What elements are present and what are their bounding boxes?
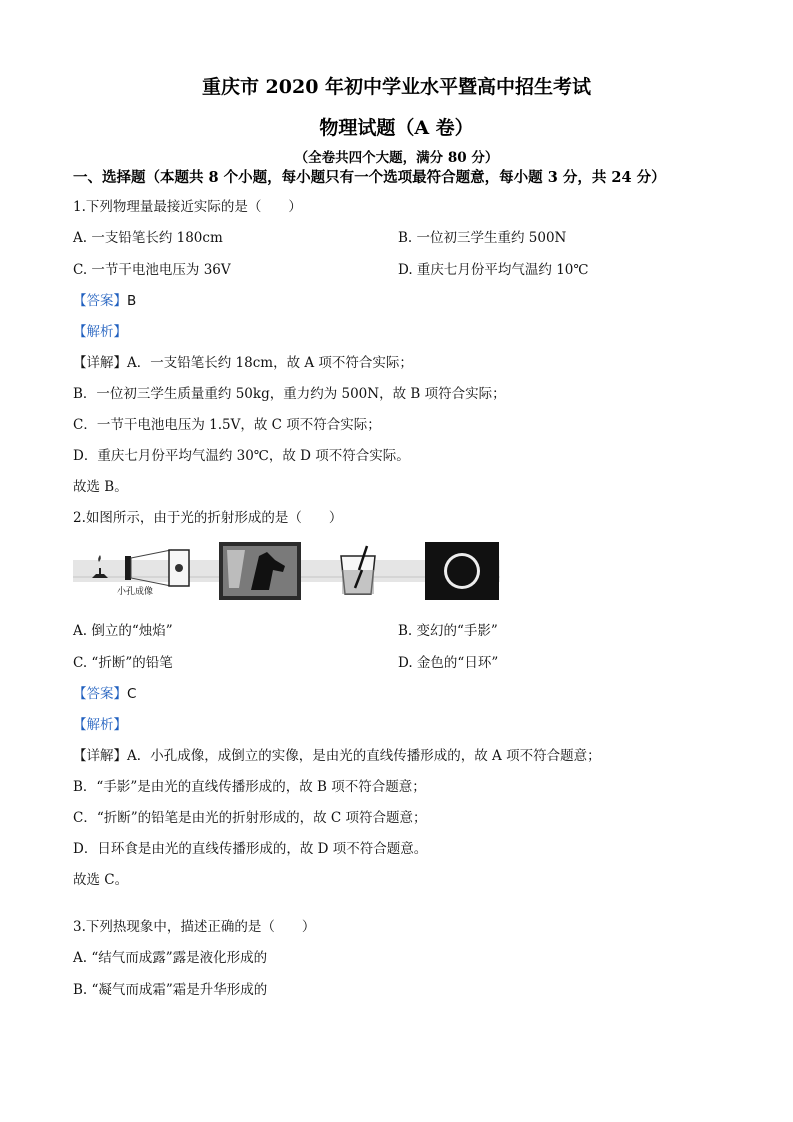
question-2-answer bbox=[73, 682, 136, 702]
detail-label: 【详解】 bbox=[73, 355, 127, 371]
question-3-stem: 3.下列热现象中，描述正确的是（ ） bbox=[73, 919, 316, 935]
question-1-explanation-line: 【详解】A．一支铅笔长约 18cm，故 A 项不符合实际； bbox=[73, 355, 413, 371]
answer-label: 【答案】 bbox=[73, 686, 127, 702]
section-heading: 一、选择题（本题共 8 个小题，每小题只有一个选项最符合题意，每小题 3 分，共 24 分） bbox=[73, 169, 666, 186]
question-1-option-a: A. 一支铅笔长约 180cm bbox=[73, 230, 223, 246]
question-3-option-a: A. “结气而成露”露是液化形成的 bbox=[73, 950, 268, 966]
question-1-stem: 1.下列物理量最接近实际的是（ ） bbox=[73, 199, 302, 215]
question-2-explanation-line: D．日环食是由光的直线传播形成的，故 D 项不符合题意。 bbox=[73, 841, 428, 857]
answer-label: 【答案】 bbox=[73, 293, 127, 309]
question-2-option-b: B. 变幻的“手影” bbox=[398, 623, 498, 639]
detail-label: 【详解】 bbox=[73, 748, 127, 764]
question-1-conclusion: 故选 B。 bbox=[73, 479, 128, 495]
question-1-option-c: C. 一节干电池电压为 36V bbox=[73, 262, 231, 278]
question-3-option-b: B. “凝气而成霜”霜是升华形成的 bbox=[73, 982, 268, 998]
answer-value: B bbox=[127, 293, 137, 309]
question-2-analysis-label: 【解析】 bbox=[73, 717, 127, 733]
pencil-in-glass-illustration bbox=[341, 546, 375, 594]
question-2-option-d: D. 金色的“日环” bbox=[398, 655, 499, 671]
question-2-figure bbox=[73, 538, 500, 604]
question-2-stem: 2.如图所示，由于光的折射形成的是（ ） bbox=[73, 510, 343, 526]
question-1-option-d: D. 重庆七月份平均气温约 10℃ bbox=[398, 262, 589, 278]
exam-subtitle: 物理试题（A 卷） bbox=[319, 117, 474, 139]
question-1-answer bbox=[73, 289, 136, 309]
question-1-analysis-label: 【解析】 bbox=[73, 324, 127, 340]
exam-scope-note: （全卷共四个大题，满分 80 分） bbox=[294, 150, 499, 166]
question-2-option-c: C. “折断”的铅笔 bbox=[73, 655, 173, 671]
question-2-explanation-line: C．“折断”的铅笔是由光的折射形成的，故 C 项符合题意； bbox=[73, 810, 427, 826]
question-1-explanation-line: C．一节干电池电压为 1.5V，故 C 项不符合实际； bbox=[73, 417, 381, 433]
question-2-explanation-line: 【详解】A．小孔成像，成倒立的实像，是由光的直线传播形成的，故 A 项不符合题意； bbox=[73, 748, 601, 764]
hand-shadow-illustration bbox=[219, 542, 301, 600]
question-1-explanation-line: B．一位初三学生质量重约 50kg，重力约为 500N，故 B 项符合实际； bbox=[73, 386, 506, 402]
question-2-explanation-line: B．“手影”是由光的直线传播形成的，故 B 项不符合题意； bbox=[73, 779, 426, 795]
pinhole-figure-caption: 小孔成像 bbox=[117, 587, 154, 597]
answer-value: C bbox=[127, 686, 137, 702]
annular-eclipse-illustration bbox=[425, 542, 499, 600]
question-2-conclusion: 故选 C。 bbox=[73, 872, 129, 888]
exam-title: 重庆市 2020 年初中学业水平暨高中招生考试 bbox=[201, 76, 592, 98]
question-1-option-b: B. 一位初三学生重约 500N bbox=[398, 230, 567, 246]
question-2-option-a: A. 倒立的“烛焰” bbox=[73, 623, 173, 639]
question-1-explanation-line: D．重庆七月份平均气温约 30℃，故 D 项不符合实际。 bbox=[73, 448, 410, 464]
